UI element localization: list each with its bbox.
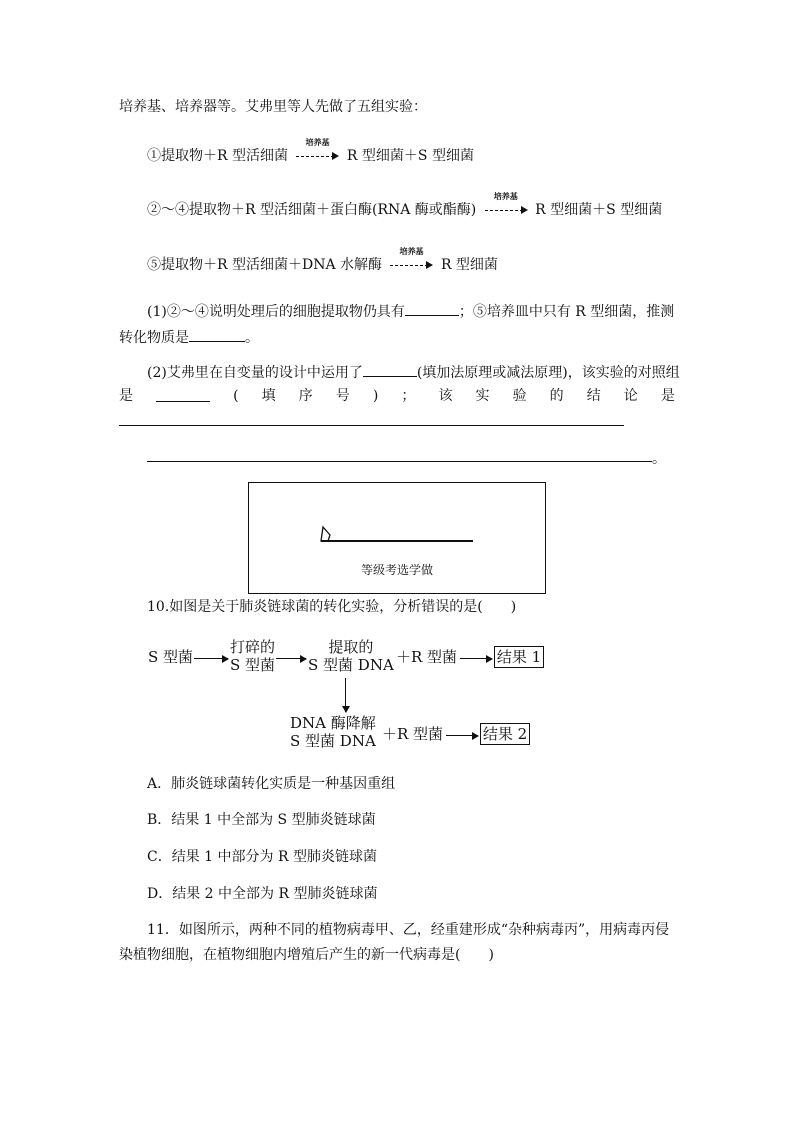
crushed-line2: S 型菌 [230,656,276,674]
q1-line1 [147,301,674,321]
q2-char: 实 [475,388,490,404]
option-a[interactable]: A．肺炎链球菌转化实质是一种基因重组 [147,776,396,792]
experiment-3-right: R 型细菌 [440,257,498,273]
q1-text-d: 。 [245,330,259,346]
result-1-box: 结果 1 [494,646,544,668]
answer-blank[interactable] [405,301,459,316]
degraded-line2: S 型菌 DNA [290,732,376,750]
extracted-line2: S 型菌 DNA [308,656,394,674]
q1-text-b: ；⑤培养皿中只有 R 型细菌，推测 [458,304,675,320]
experiment-2-left: ②～④提取物＋R 型活细菌＋蛋白酶(RNA 酶或酯酶) [147,202,477,218]
arrow-label: 培养基 [493,191,518,201]
crushed-line1: 打碎的 [230,638,276,656]
q2-text-b: (填加法原理或减法原理)，该实验的对照组 [416,365,680,381]
q10-stem: 10.如图是关于肺炎链球菌的转化实验，分析错误的是( ) [147,599,517,615]
q2-char: 序 [298,388,313,404]
culture-arrow-icon [388,246,434,272]
experiment-3 [147,246,498,274]
q1-text-c: 转化物质是 [119,330,189,346]
pencil-icon [319,521,479,545]
q2-char: 验 [512,388,527,404]
q2-char: 结 [586,388,601,404]
q2-char: 是 [119,388,133,404]
crushed-label [230,638,275,674]
q2-char: 号 [335,388,350,404]
extracted-line1: 提取的 [328,638,374,656]
section-banner [248,482,546,594]
s-bacteria-label: S 型菌 [148,648,194,666]
q2-line2 [119,387,675,405]
q2-char: ( [233,388,239,404]
plus-r-label-1: ＋R 型菌 [396,648,458,666]
intro-text: 培养基、培养器等。艾弗里等人先做了五组实验： [119,99,427,115]
banner-title: 等级考选学做 [360,563,433,577]
option-d[interactable]: D．结果 2 中全部为 R 型肺炎链球菌 [147,886,378,902]
q11-line2: 染植物细胞，在植物细胞内增殖后产生的新一代病毒是( ) [119,947,494,963]
q1-text-a: (1)②～④说明处理后的细胞提取物仍具有 [147,304,405,320]
arrow-label: 培养基 [399,246,424,256]
answer-blank[interactable] [189,327,245,342]
experiment-3-left: ⑤提取物＋R 型活细菌＋DNA 水解酶 [147,257,383,273]
q2-text-a: (2)艾弗里在自变量的设计中运用了 [147,365,363,381]
culture-arrow-icon [483,191,529,217]
arrow-right-icon [194,658,228,659]
option-c[interactable]: C．结果 1 中部分为 R 型肺炎链球菌 [147,849,377,865]
experiment-2 [147,191,663,219]
experiment-1-left: ①提取物＋R 型活细菌 [147,148,288,164]
q2-char: 是 [660,388,675,404]
arrow-label: 培养基 [305,137,330,147]
answer-blank[interactable] [363,362,417,377]
q2-end: 。 [652,451,666,467]
extracted-label [308,638,394,674]
q2-char: 该 [438,388,453,404]
q2-char: 论 [623,388,638,404]
arrow-down-icon [345,678,346,712]
q2-char: ) [372,388,379,404]
arrow-right-icon [446,735,478,736]
answer-blank[interactable] [156,387,210,402]
q1-line2 [119,327,259,347]
experiment-1-right: R 型细菌＋S 型细菌 [346,148,474,164]
degraded-line1: DNA 酶降解 [290,714,376,732]
arrow-right-icon [276,658,306,659]
transformation-diagram [140,630,560,760]
result-2-box: 结果 2 [480,723,530,745]
q2-char: 的 [549,388,564,404]
plus-r-label-2: ＋R 型菌 [382,725,444,743]
q11-line1: 11．如图所示，两种不同的植物病毒甲、乙，经重建形成“杂种病毒丙”，用病毒丙侵 [147,922,670,938]
arrow-right-icon [460,658,492,659]
option-b[interactable]: B．结果 1 中全部为 S 型肺炎链球菌 [147,812,376,828]
culture-arrow-icon [294,137,340,163]
answer-line[interactable] [119,425,624,426]
degraded-label [290,714,376,750]
answer-line[interactable] [147,461,652,462]
q2-line1 [147,362,680,382]
experiment-1 [147,137,474,165]
experiment-2-right: R 型细菌＋S 型细菌 [535,202,663,218]
q2-char: ； [401,388,416,404]
q2-char: 填 [261,388,276,404]
